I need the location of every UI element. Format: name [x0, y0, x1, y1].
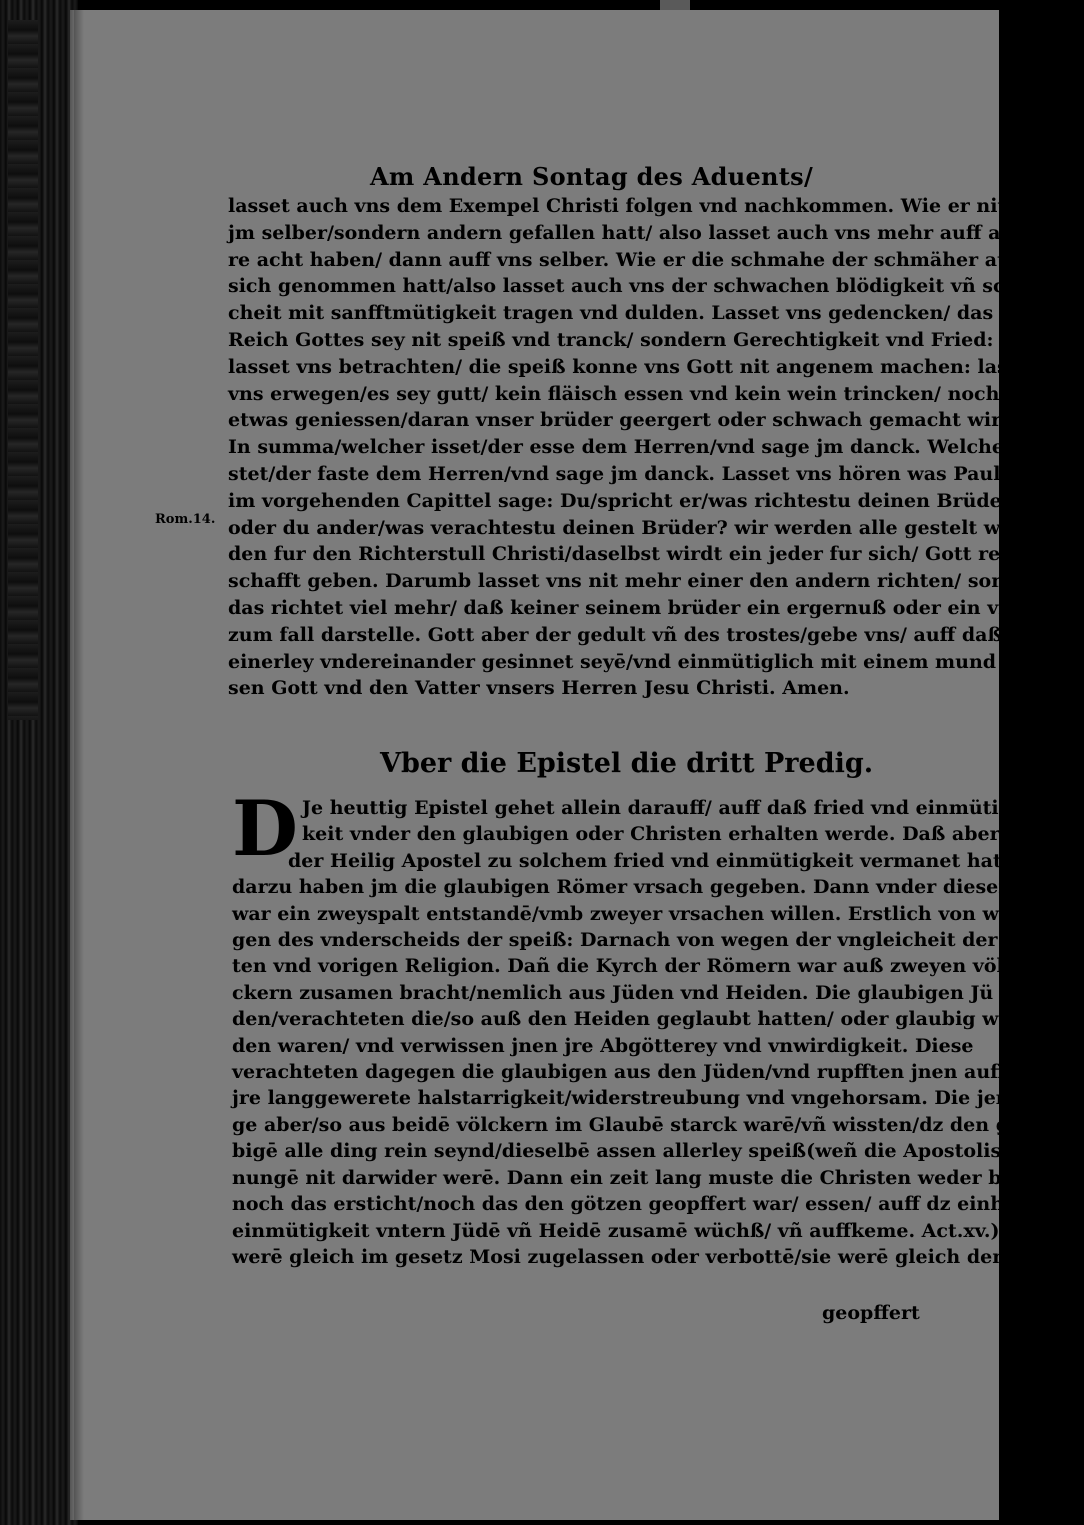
text-line: den fur den Richterstull Christi/daselbst wirdt ein jeder fur sich/ Gott rechen	[228, 543, 1052, 566]
text-line: gen des vnderscheids der speiß: Darnach von wegen der vngleicheit der al	[232, 929, 1024, 952]
text-line: oder du ander/was verachtestu deinen Brüder? wir werden alle gestelt wer	[228, 516, 1023, 539]
text-line: einerley vndereinander gesinnet seyē/vnd einmütiglich mit einem mund prei	[228, 650, 1046, 673]
text-line: Reich Gottes sey nit speiß vnd tranck/ sondern Gerechtigkeit vnd Fried:	[228, 328, 994, 351]
text-line: den waren/ vnd verwissen jnen jre Abgötterey vnd vnwirdigkeit. Diese	[232, 1034, 974, 1057]
text-line: stet/der faste dem Herren/vnd sage jm danck. Lasset vns hören was Paulus	[228, 462, 1025, 485]
book-binding-edge	[0, 0, 78, 1525]
text-line: ckern zusamen bracht/nemlich aus Jüden vnd Heiden. Die glaubigen Jü	[232, 981, 994, 1004]
text-line: verachteten dagegen die glaubigen aus den Jüden/vnd rupfften jnen auff	[232, 1061, 1006, 1084]
text-line: Je heuttig Epistel gehet allein darauff/ auff daß fried vnd einmütig	[302, 797, 1012, 819]
text-line: jre langgewerete halstarrigkeit/widerstreubung vnd vngehorsam. Die jeni	[232, 1087, 1017, 1110]
catchword: geopffert	[822, 1302, 920, 1324]
text-line: ten vnd vorigen Religion. Dañ die Kyrch der Römern war auß zweyen völ	[232, 955, 1004, 978]
text-line: noch das ersticht/noch das den götzen geopffert war/ essen/ auff dz einheit vñ	[232, 1193, 1064, 1216]
text-line: re acht haben/ dann auff vns selber. Wie er die schmahe der schmäher auff	[228, 248, 1027, 271]
body-text-second-section	[232, 795, 1084, 1270]
text-line: keit vnder den glaubigen oder Christen erhalten werde. Daß aber	[302, 823, 1000, 846]
text-line: sen Gott vnd den Vatter vnsers Herren Jesu Christi. Amen.	[228, 677, 850, 700]
section-heading: Vber die Epistel die dritt Predig.	[380, 748, 874, 779]
text-line: darzu haben jm die glaubigen Römer vrsach gegeben. Dann vnder diesen	[232, 876, 1013, 899]
text-line: den/verachteten die/so auß den Heiden geglaubt hatten/ oder glaubig wor	[232, 1008, 1022, 1031]
text-line: das richtet viel mehr/ daß keiner seinem brüder ein ergernuß oder ein vrsach	[228, 596, 1057, 619]
body-text-first-section	[228, 193, 1063, 702]
text-line: zum fall darstelle. Gott aber der gedult vñ des trostes/gebe vns/ auff daß wir	[228, 623, 1043, 646]
text-line: ge aber/so aus beidē völckern im Glaubē starck warē/vñ wissten/dz den glau	[232, 1113, 1043, 1136]
binding-texture	[8, 20, 38, 720]
text-line: der Heilig Apostel zu solchem fried vnd einmütigkeit vermanet hatt/	[288, 849, 1018, 872]
scan-artifact	[660, 0, 690, 10]
text-line: lasset vns betrachten/ die speiß konne vns Gott nit angenem machen: lasset	[228, 355, 1040, 378]
page-gutter-shadow	[70, 10, 84, 1520]
text-line: vns erwegen/es sey gutt/ kein fläisch essen vnd kein wein trincken/ noch sonst	[228, 382, 1063, 405]
text-line: werē gleich im gesetz Mosi zugelassen oder verbottē/sie werē gleich den götzen	[232, 1245, 1084, 1268]
margin-note-reference: Rom.14.	[155, 512, 216, 527]
running-head: Am Andern Sontag des Aduents/	[370, 162, 814, 191]
text-line: jm selber/sondern andern gefallen hatt/ also lasset auch vns mehr auff ande	[228, 221, 1040, 244]
text-line: etwas geniessen/daran vnser brüder geergert oder schwach gemacht wirdt.	[228, 409, 1030, 432]
drop-cap-initial: D	[232, 784, 298, 873]
text-line: im vorgehenden Capittel sage: Du/spricht er/was richtestu deinen Brüder?	[228, 489, 1023, 512]
text-line: sich genommen hatt/also lasset auch vns der schwachen blödigkeit vñ schwa	[228, 275, 1048, 298]
text-line: In summa/welcher isset/der esse dem Herren/vnd sage jm danck. Welcher fa	[228, 436, 1042, 459]
text-line: lasset auch vns dem Exempel Christi folgen vnd nachkommen. Wie er nit	[228, 195, 1007, 217]
text-line: war ein zweyspalt entstandē/vmb zweyer vrsachen willen. Erstlich von we	[232, 902, 1011, 925]
text-line: nungē nit darwider werē. Dann ein zeit lang muste die Christen weder blut/	[232, 1166, 1039, 1189]
text-line: bigē alle ding rein seynd/dieselbē assen allerley speiß(weñ die Apostolische ord	[232, 1140, 1082, 1163]
text-line: schafft geben. Darumb lasset vns nit mehr einer den andern richten/ sondern	[228, 570, 1055, 593]
text-line: cheit mit sanfftmütigkeit tragen vnd dulden. Lasset vns gedencken/ das	[228, 302, 994, 325]
text-line: einmütigkeit vntern Jüdē vñ Heidē zusamē wüchß/ vñ auffkeme. Act.xv.)sie	[232, 1219, 1030, 1242]
